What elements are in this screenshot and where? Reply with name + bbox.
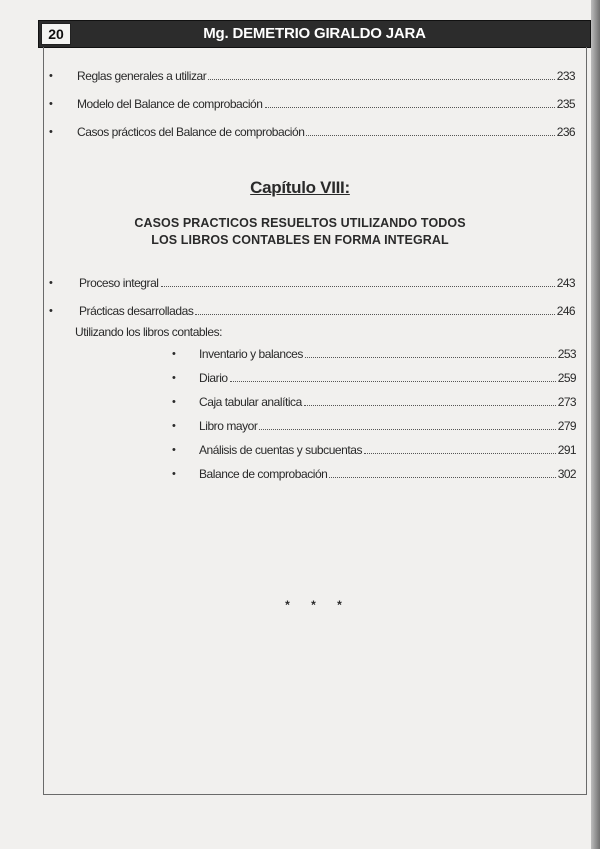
toc-entry-page: 302 bbox=[557, 467, 576, 481]
toc-entry-page: 233 bbox=[556, 69, 575, 83]
dot-leader bbox=[364, 442, 556, 454]
bullet-icon: • bbox=[172, 420, 176, 432]
toc-entry-title: Inventario y balances bbox=[199, 347, 303, 361]
dot-leader bbox=[208, 68, 555, 80]
dot-leader bbox=[306, 124, 554, 136]
toc-entry bbox=[77, 68, 575, 84]
bullet-icon: • bbox=[49, 305, 53, 317]
toc-entry-title: Diario bbox=[199, 371, 228, 385]
toc-subentry bbox=[199, 394, 576, 410]
toc-entry bbox=[77, 124, 575, 140]
dot-leader bbox=[195, 303, 554, 315]
bullet-icon: • bbox=[49, 277, 53, 289]
toc-entry-page: 279 bbox=[557, 419, 576, 433]
toc-entry-title: Libro mayor bbox=[199, 419, 258, 433]
section-end-stars: * * * bbox=[285, 598, 351, 612]
toc-subentry bbox=[199, 466, 576, 482]
toc-entry-page: 243 bbox=[556, 276, 575, 290]
toc-subentry bbox=[199, 418, 576, 434]
toc-entry-title: Prácticas desarrolladas bbox=[79, 304, 194, 318]
toc-entry bbox=[77, 96, 575, 112]
page-header bbox=[38, 20, 591, 48]
toc-subentry bbox=[199, 442, 576, 458]
page-number: 20 bbox=[41, 23, 71, 45]
dot-leader bbox=[230, 370, 556, 382]
toc-entry-page: 259 bbox=[557, 371, 576, 385]
toc-entry-title: Balance de comprobación bbox=[199, 467, 328, 481]
bullet-icon: • bbox=[172, 396, 176, 408]
toc-subentry bbox=[199, 346, 576, 362]
dot-leader bbox=[265, 96, 555, 108]
bullet-icon: • bbox=[172, 348, 176, 360]
toc-subentry bbox=[199, 370, 576, 386]
toc-entry-page: 235 bbox=[556, 97, 575, 111]
dot-leader bbox=[329, 466, 555, 478]
toc-entry-page: 246 bbox=[556, 304, 575, 318]
toc-entry-page: 291 bbox=[557, 443, 576, 457]
toc-entry-title: Proceso integral bbox=[79, 276, 159, 290]
toc-entry-page: 253 bbox=[557, 347, 576, 361]
dot-leader bbox=[161, 275, 555, 287]
bullet-icon: • bbox=[49, 70, 53, 82]
dot-leader bbox=[259, 418, 555, 430]
toc-entry bbox=[79, 303, 575, 319]
toc-entry bbox=[79, 275, 575, 291]
toc-entry-title: Caja tabular analítica bbox=[199, 395, 302, 409]
chapter-heading: Capítulo VIII: bbox=[250, 178, 350, 197]
bullet-icon: • bbox=[49, 126, 53, 138]
bullet-icon: • bbox=[172, 372, 176, 384]
toc-entry-title: Análisis de cuentas y subcuentas bbox=[199, 443, 363, 457]
bullet-icon: • bbox=[49, 98, 53, 110]
toc-entry-page: 273 bbox=[557, 395, 576, 409]
dot-leader bbox=[305, 346, 556, 358]
header-author: Mg. DEMETRIO GIRALDO JARA bbox=[203, 25, 426, 42]
scan-edge-shadow bbox=[591, 0, 600, 849]
bullet-icon: • bbox=[172, 468, 176, 480]
chapter-subtitle-line1: CASOS PRACTICOS RESUELTOS UTILIZANDO TODOS bbox=[134, 216, 466, 230]
books-intro: Utilizando los libros contables: bbox=[75, 325, 223, 339]
chapter-subtitle-line2: LOS LIBROS CONTABLES EN FORMA INTEGRAL bbox=[151, 233, 449, 247]
toc-entry-page: 236 bbox=[556, 125, 575, 139]
bullet-icon: • bbox=[172, 444, 176, 456]
toc-entry-title: Reglas generales a utilizar bbox=[77, 69, 207, 83]
dot-leader bbox=[304, 394, 556, 406]
toc-entry-title: Modelo del Balance de comprobación bbox=[77, 97, 263, 111]
toc-entry-title: Casos prácticos del Balance de comprobación bbox=[77, 125, 305, 139]
